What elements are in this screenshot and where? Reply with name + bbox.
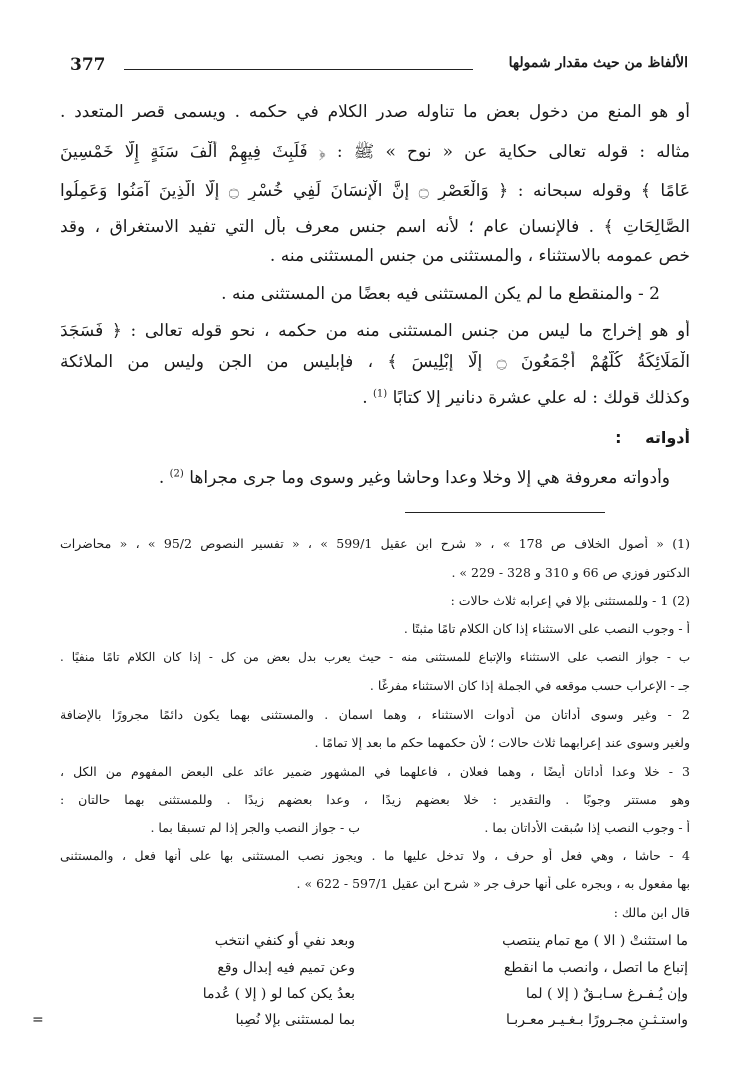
footnote-line: 3 - خلا وعدا أداتان أيضًا ، وهما فعلان ، فاعلهما في المشهور ضمير عائد على البعض المفهوم من الكل ، (60, 764, 690, 779)
body-line: 2 - والمنقطع ما لم يكن المستثنى فيه بعضًا من المستثنى منه . (221, 284, 660, 304)
body-line: مثاله : قوله تعالى حكاية عن « نوح » ﷺ : ﴿ فَلَبِثَ فِيهِمْ أَلْفَ سَنَةٍ إِلَّا خَمْسِينَ (60, 142, 690, 162)
poem-verse-left: بما لمستثنى بإلا نُصِبا (235, 1012, 355, 1028)
footnote-line: (2) 1 - وللمستثنى بإلا في إعرابه ثلاث حالات : (450, 593, 690, 608)
footnote-line: وهو مستتر وجوبًا . والتقدير : خلا بعضهم زيدًا ، وعدا بعضهم زيدًا . وللمستثنى بهما حالتان : (60, 792, 690, 807)
body-line (60, 468, 670, 488)
body-line: أو هو المنع من دخول بعض ما تناوله صدر الكلام في حكمه . ويسمى قصر المتعدد . (60, 102, 690, 122)
poem-verse-left: وبعد نفي أو كنفي انتخب (214, 933, 355, 949)
body-line: الْمَلَائِكَةُ كُلُّهُمْ أَجْمَعُونَ ۝ إِلَّا إِبْلِيسَ ﴾ ، فإبليس من الجن وليس من الملائكة (60, 352, 690, 372)
footnote-line: 2 - وغير وسوى أداتان من أدوات الاستثناء ، وهما اسمان . والمستثنى بهما يكون دائمًا مجرورًا بالإضافة (60, 707, 690, 722)
body-line: أو هو إخراج ما ليس من جنس المستثنى منه من حكمه ، نحو قوله تعالى : ﴿ فَسَجَدَ (60, 321, 690, 341)
footnote-line: الدكتور فوزي ص 66 و 310 و 328 - 229 » . (451, 565, 690, 580)
footnote-ref: (1) (373, 388, 388, 400)
running-title: الألفاظ من حيث مقدار شمولها (508, 55, 688, 71)
body-text: وأدواته معروفة هي إلا وخلا وعدا وحاشا وغير وسوى وما جرى مجراها (189, 468, 670, 488)
body-text: . (158, 468, 165, 488)
poem-verse-right: وإن يُـفـرغ سـابـقٌ ( إلا ) لما (525, 986, 688, 1002)
footnote-line: ب - جواز النصب على الاستثناء والإتباع للمستثنى منه - حيث يعرب بدل بعض من كل - إذا كان الكلام تامًا منفيًا . (60, 650, 690, 664)
footnote-line: (1) « أصول الخلاف ص 178 » ، « شرح ابن عقيل 599/1 » ، « تفسير النصوص 95/2 » ، « محاضرات (60, 536, 690, 551)
footnote-line: قال ابن مالك : (613, 905, 690, 920)
body-line: عَامًا ﴾ وقوله سبحانه : ﴿ وَالْعَصْرِ ۝ إِنَّ الْإِنسَانَ لَفِي خُسْرٍ ۝ إِلَّا الَّذِينَ آمَنُوا وَعَمِلُوا (60, 181, 690, 201)
body-line (60, 388, 690, 408)
footnote-line: ب - جواز النصب والجر إذا لم تسبقا بما . (150, 820, 360, 835)
poem-verse-left: وعن تميم فيه إبدال وقع (217, 960, 355, 976)
footnote-line: أ - وجوب النصب إذا سُبقت الأداتان بما . (484, 820, 690, 835)
continuation-mark: = (32, 1012, 44, 1028)
body-text: وكذلك قولك : له علي عشرة دنانير إلا كتابًا (392, 388, 690, 408)
poem-verse-left: بعدُ يكن كما لو ( إلا ) عُدما (202, 986, 355, 1002)
footnote-line: بها مفعول به ، وبجره على أنها حرف جر « شرح ابن عقيل 597/1 - 622 » . (296, 876, 690, 891)
body-line: الصَّالِحَاتِ ﴾ . فالإنسان عام ؛ لأنه اسم جنس معرف بأل التي تفيد الاستغراق ، وقد (60, 217, 690, 237)
poem-verse-right: واستـثـنِ مجـرورًا بـغـيـر معـربـا (505, 1012, 688, 1028)
body-line: خص عمومه بالاستثناء ، والمستثنى من جنس المستثنى منه . (269, 246, 690, 266)
running-header (70, 55, 688, 85)
poem-verse-right: ما استثنتْ ( الا ) مع تمام ينتصب (502, 933, 688, 949)
heading-text: أدواته (645, 428, 690, 447)
footnote-line: 4 - حاشا ، وهي فعل أو حرف ، ولا تدخل عليها ما . ويجوز نصب المستثنى بها على أنها فعل ، والمستثنى (60, 848, 690, 863)
body-text: . (362, 388, 368, 408)
poem-verse-right: إتباع ما اتصل ، وانصب ما انقطع (503, 960, 688, 976)
footnote-ref: (2) (169, 468, 184, 480)
heading-colon: : (615, 428, 622, 447)
section-heading (60, 428, 690, 447)
page-number: 377 (70, 55, 106, 75)
footnote-line: جـ - الإعراب حسب موقعه في الجملة إذا كان الاستثناء مفرغًا . (369, 678, 690, 693)
header-rule (124, 69, 473, 70)
footnote-rule (405, 512, 605, 513)
footnote-line: أ - وجوب النصب على الاستثناء إذا كان الكلام تامًا مثبتًا . (403, 621, 690, 636)
footnote-line: ولغير وسوى عند إعرابهما ثلاث حالات ؛ لأن حكمهما حكم ما بعد إلا تمامًا . (314, 735, 690, 750)
